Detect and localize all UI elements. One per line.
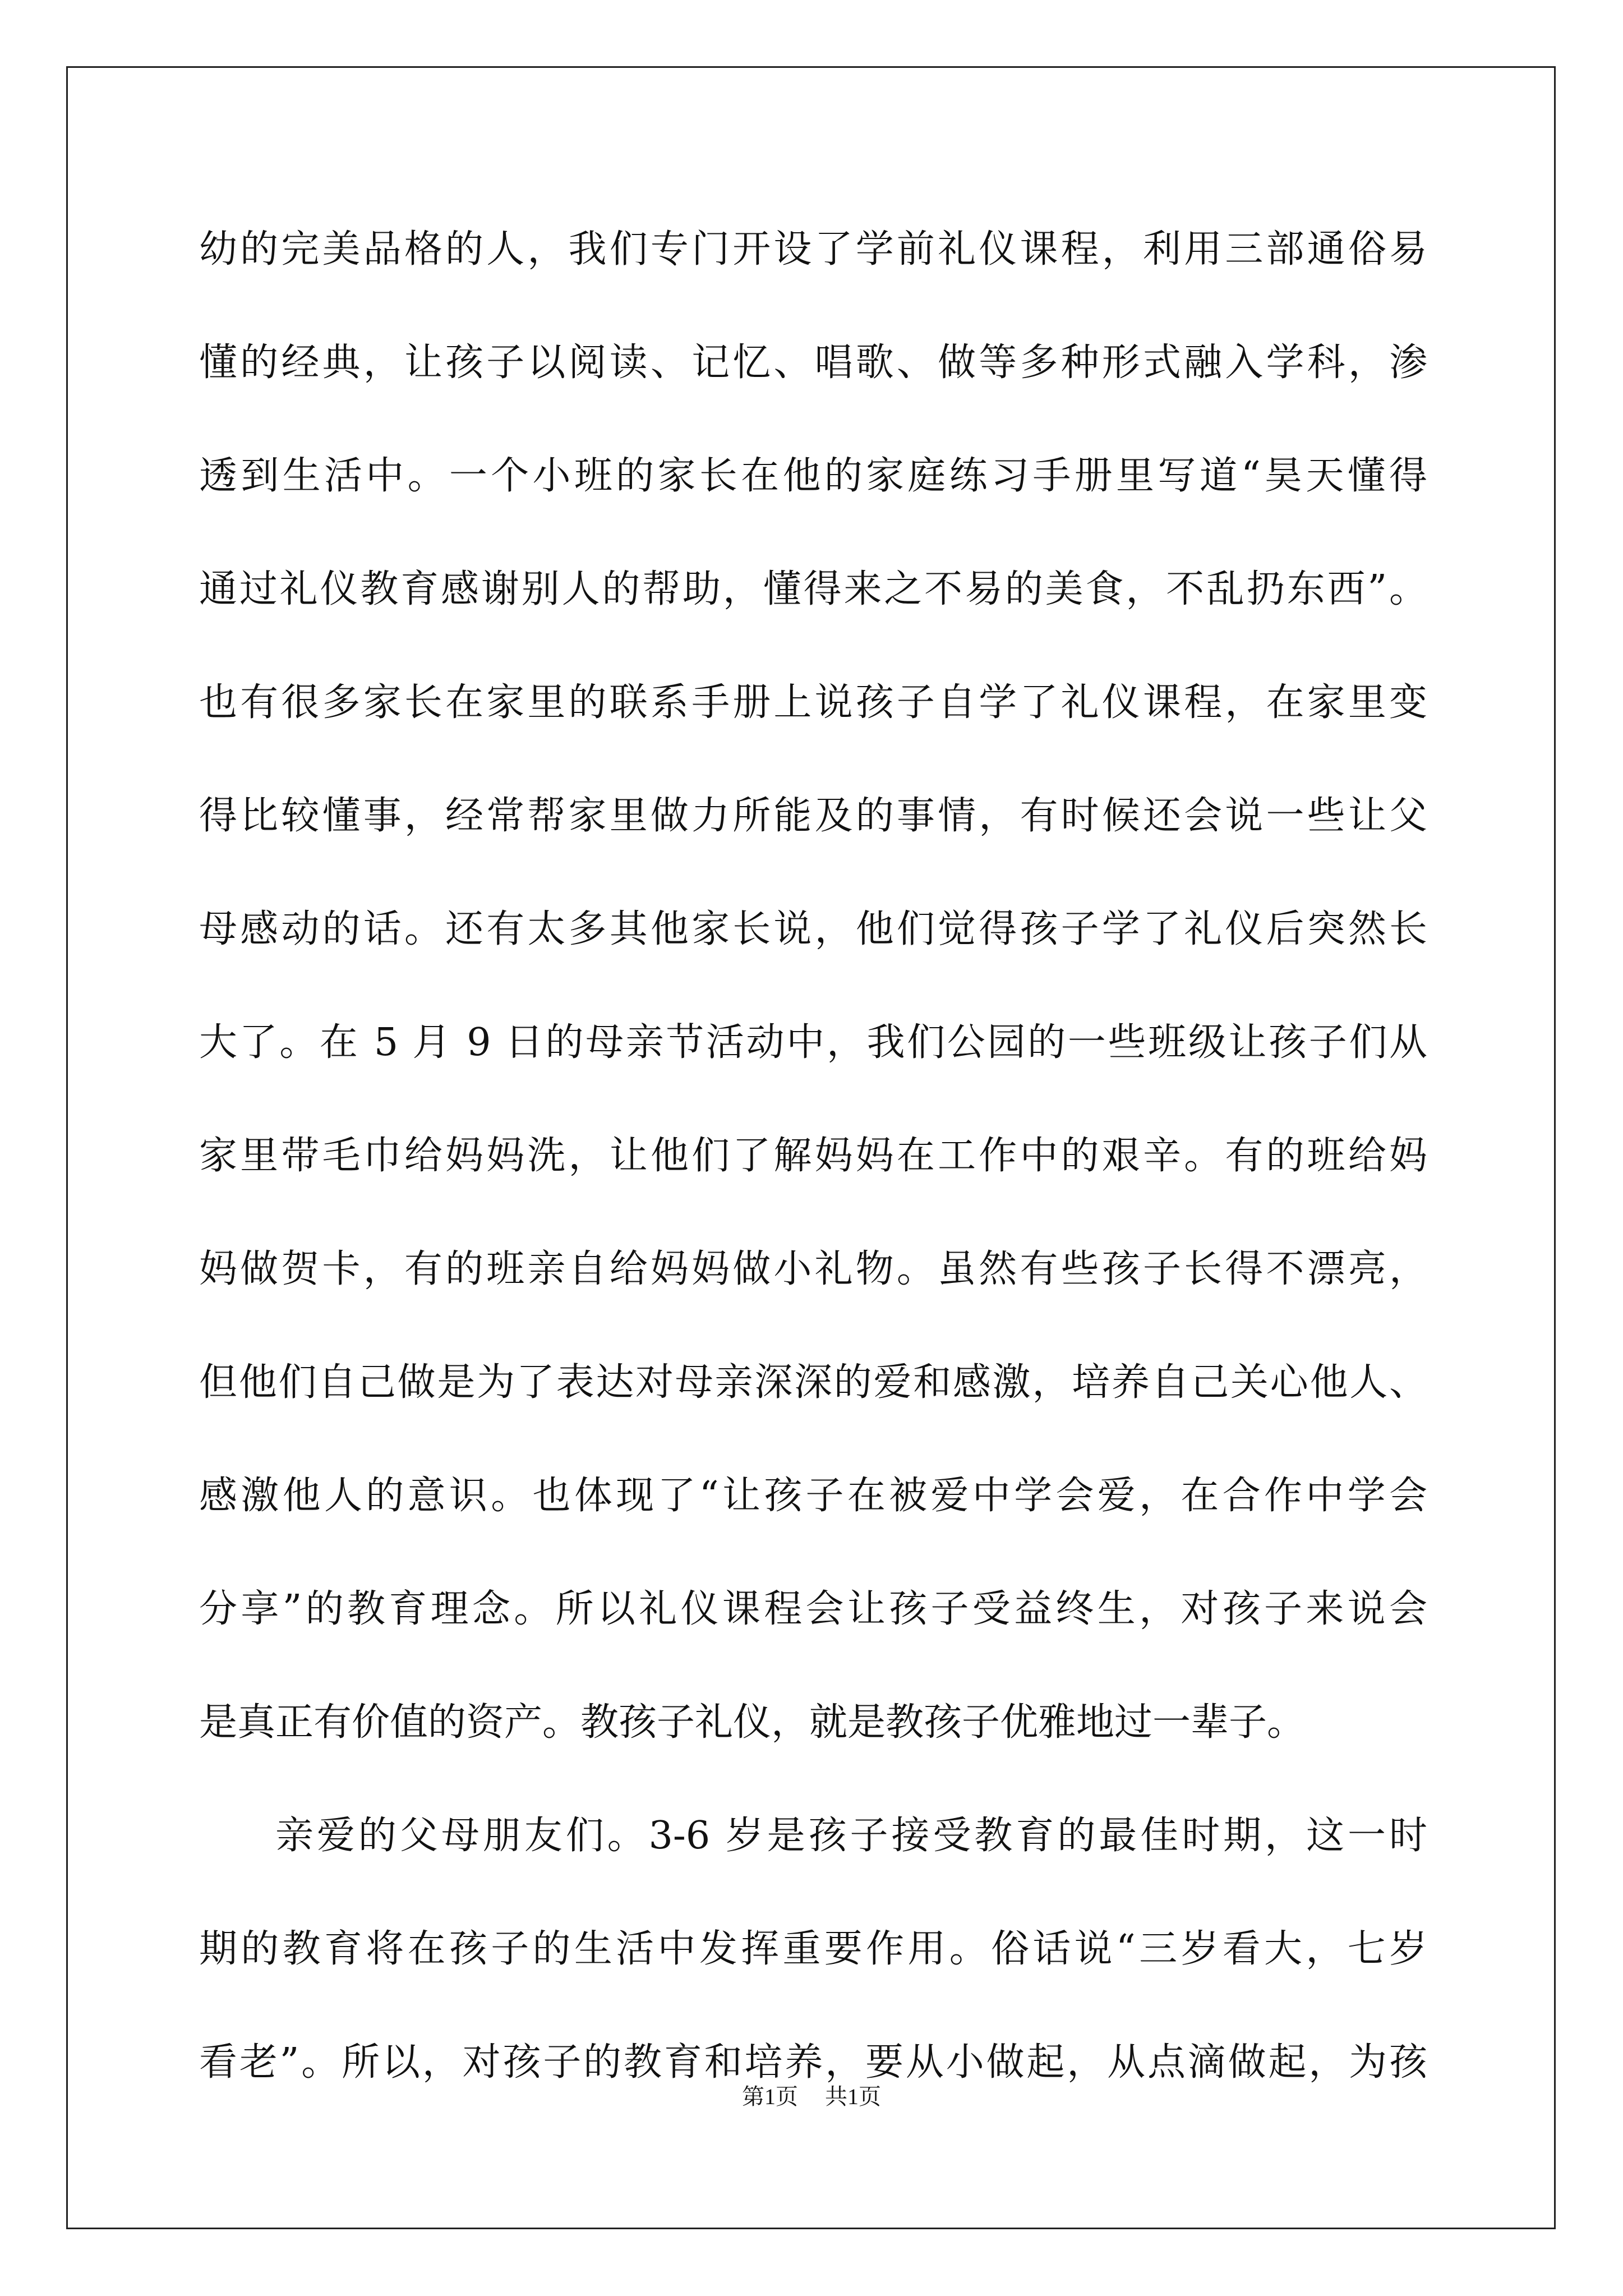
text-line: 家里带毛巾给妈妈洗，让他们了解妈妈在工作中的艰辛。有的班给妈 bbox=[199, 1134, 1427, 1178]
page-total: 共1页 bbox=[825, 2084, 881, 2109]
text-line: 得比较懂事，经常帮家里做力所能及的事情，有时候还会说一些让父 bbox=[199, 794, 1427, 838]
text-line: 母感动的话。还有太多其他家长说，他们觉得孩子学了礼仪后突然长 bbox=[199, 907, 1427, 951]
text-line: 期的教育将在孩子的生活中发挥重要作用。俗话说“三岁看大，七岁 bbox=[199, 1927, 1427, 1971]
text-line: 幼的完美品格的人，我们专门开设了学前礼仪课程，利用三部通俗易 bbox=[199, 227, 1427, 272]
text-line: 亲爱的父母朋友们。3-6 岁是孩子接受教育的最佳时期，这一时 bbox=[275, 1814, 1427, 1858]
text-line: 透到生活中。一个小班的家长在他的家庭练习手册里写道“昊天懂得 bbox=[199, 454, 1427, 498]
text-line: 妈做贺卡，有的班亲自给妈妈做小礼物。虽然有些孩子长得不漂亮， bbox=[199, 1247, 1427, 1291]
text-line: 但他们自己做是为了表达对母亲深深的爱和感激，培养自己关心他人、 bbox=[199, 1360, 1427, 1405]
text-line: 懂的经典，让孩子以阅读、记忆、唱歌、做等多种形式融入学科，渗 bbox=[199, 341, 1427, 385]
page-number: 第1页 bbox=[742, 2084, 798, 2109]
text-line: 也有很多家长在家里的联系手册上说孩子自学了礼仪课程，在家里变 bbox=[199, 680, 1427, 725]
page-footer bbox=[0, 2080, 1623, 2114]
text-line: 是真正有价值的资产。教孩子礼仪，就是教孩子优雅地过一辈子。 bbox=[199, 1700, 1306, 1745]
text-line: 看老”。所以，对孩子的教育和培养，要从小做起，从点滴做起，为孩 bbox=[199, 2040, 1427, 2085]
text-line: 通过礼仪教育感谢别人的帮助，懂得来之不易的美食，不乱扔东西”。 bbox=[199, 567, 1427, 611]
text-line: 感激他人的意识。也体现了“让孩子在被爱中学会爱，在合作中学会 bbox=[199, 1474, 1427, 1518]
document-body bbox=[199, 208, 1427, 2134]
text-line: 大了。在 5 月 9 日的母亲节活动中，我们公园的一些班级让孩子们从 bbox=[199, 1020, 1427, 1065]
text-line: 分享”的教育理念。所以礼仪课程会让孩子受益终生，对孩子来说会 bbox=[199, 1587, 1427, 1631]
